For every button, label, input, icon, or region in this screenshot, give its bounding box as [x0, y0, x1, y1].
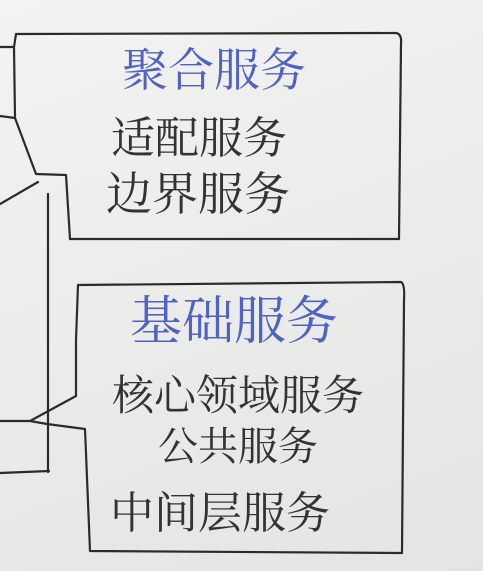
aggregation-box-title: 聚合服务	[122, 43, 306, 97]
boundary-service-item: 边界服务	[106, 167, 290, 221]
connector-lines	[0, 47, 49, 473]
bottom-stub-line	[0, 471, 49, 473]
middle-layer-service-item: 中间层服务	[110, 488, 330, 539]
foundation-services-box	[30, 282, 404, 553]
aggregation-services-box	[14, 33, 401, 239]
core-domain-service-item: 核心领域服务	[112, 371, 365, 420]
left-mid-stub-line	[0, 116, 15, 118]
adaptation-service-item: 适配服务	[111, 113, 287, 164]
diagonal-connector-line	[0, 182, 38, 204]
common-service-item: 公共服务	[158, 424, 318, 470]
foundation-box-title: 基础服务	[130, 292, 339, 352]
